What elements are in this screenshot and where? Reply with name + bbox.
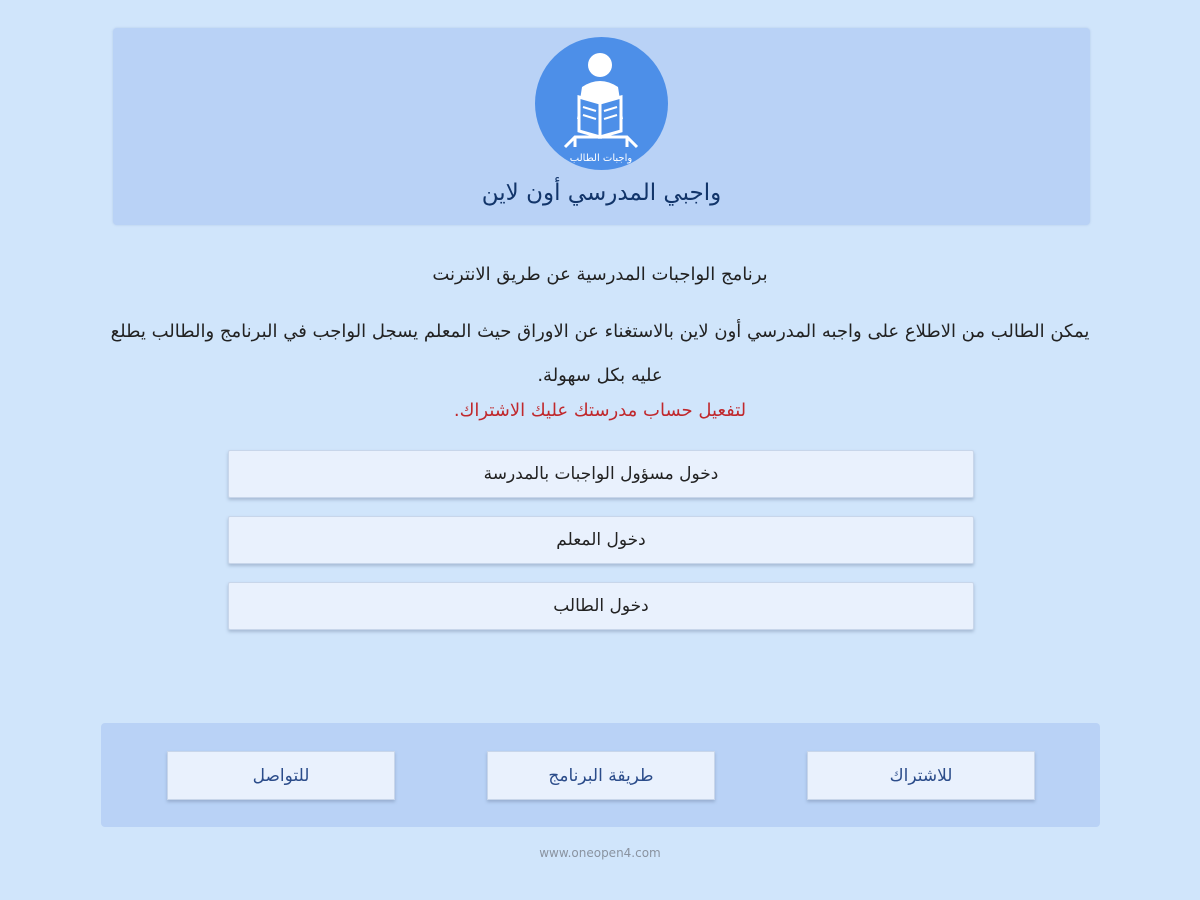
contact-button[interactable]: للتواصل bbox=[167, 751, 395, 800]
subscribe-button[interactable]: للاشتراك bbox=[807, 751, 1035, 800]
teacher-login-button[interactable]: دخول المعلم bbox=[228, 516, 974, 564]
school-admin-login-button[interactable]: دخول مسؤول الواجبات بالمدرسة bbox=[228, 450, 974, 498]
intro-heading: برنامج الواجبات المدرسية عن طريق الانترنت bbox=[432, 264, 768, 285]
app-title: واجبي المدرسي أون لاين bbox=[481, 180, 722, 206]
site-url: www.oneopen4.com bbox=[539, 846, 661, 860]
how-it-works-button[interactable]: طريقة البرنامج bbox=[487, 751, 715, 800]
footer-panel bbox=[101, 723, 1100, 827]
activation-note: لتفعيل حساب مدرستك عليك الاشتراك. bbox=[453, 400, 747, 421]
student-login-button[interactable]: دخول الطالب bbox=[228, 582, 974, 630]
intro-paragraph: يمكن الطالب من الاطلاع على واجبه المدرسي أون لاين بالاستغناء عن الاوراق حيث المعلم يسجل الواجب في البرنامج والطالب يطلع عليه بكل سهولة. bbox=[110, 321, 1090, 386]
student-reading-icon bbox=[535, 37, 668, 170]
header-panel bbox=[113, 28, 1090, 225]
logo-caption: واجبات الطالب bbox=[569, 153, 633, 164]
